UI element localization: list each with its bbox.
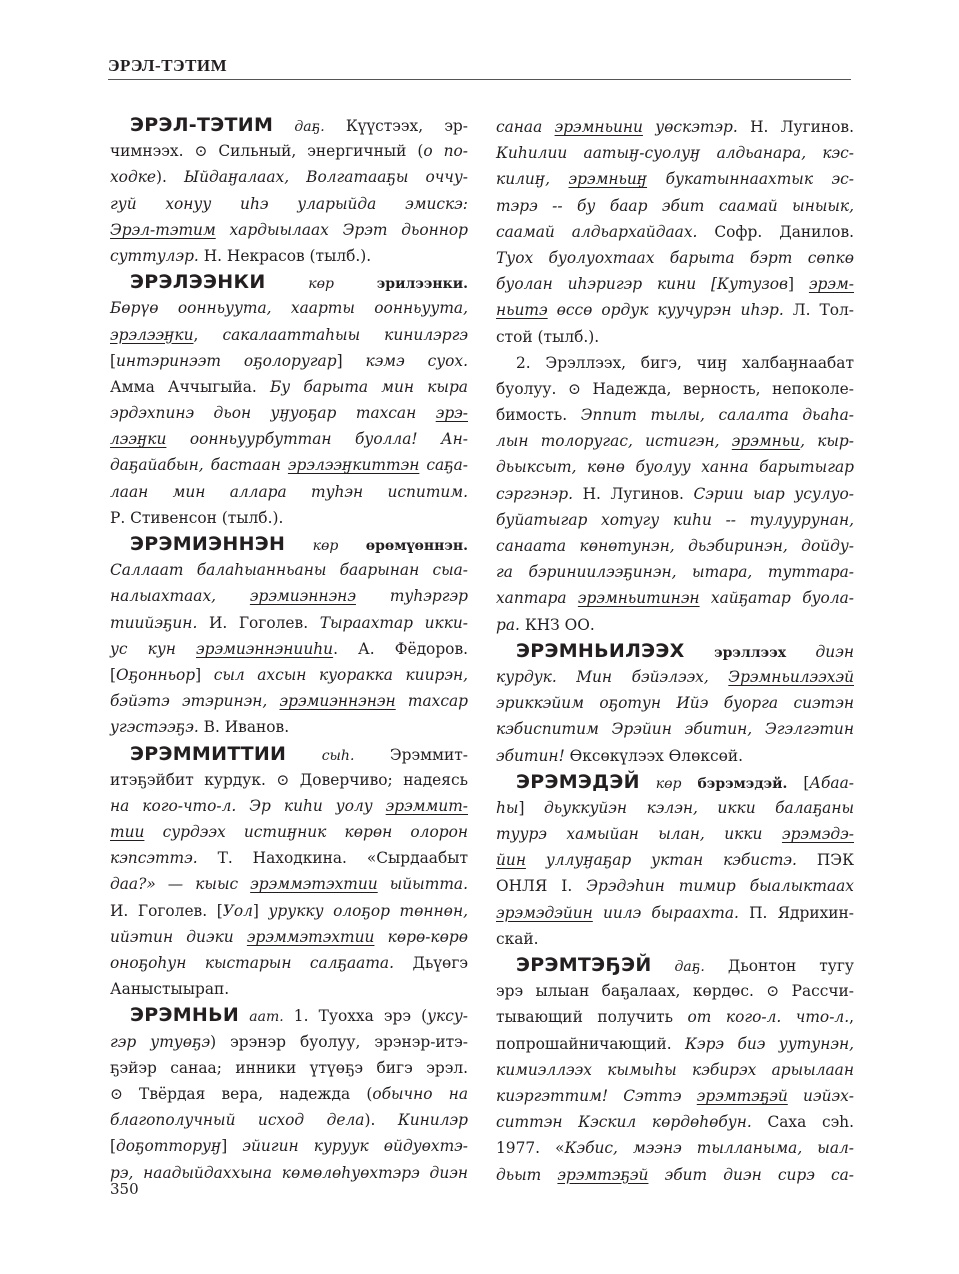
example-text: лын толоругас, истигэн,: [496, 432, 732, 451]
example-text: санаата көнөтунэн, дьэбиринэн, дойду-: [496, 537, 854, 555]
text-run: стой (тылб.).: [496, 327, 600, 346]
entry-line: [496, 297, 854, 323]
example-text: хаптара: [496, 589, 578, 608]
example-text: налыахтаах,: [110, 587, 217, 606]
entry-line: [496, 454, 854, 480]
entry-line: [496, 559, 854, 585]
example-text: сурдээх истиӈник көрөн олорон: [144, 823, 468, 842]
text-run: итэҕэйбит курдук. ⊙ Доверчиво; надеясь: [110, 770, 468, 789]
example-text: Уол: [222, 901, 253, 920]
example-text: Эрэдэhин тимир быалыктаах: [586, 877, 854, 896]
text-run: [286, 746, 321, 764]
example-text: лаан мин аллара туhэн испитим.: [110, 482, 468, 501]
example-headword-form: лээӈки: [110, 430, 167, 449]
headword: ЭРЭМТЭҔЭЙ: [516, 954, 652, 976]
text-run: . А. Фёдоров.: [333, 639, 469, 658]
page-number: 350: [110, 1180, 139, 1198]
example-text: гуй хонуу иhэ уларыйда эмискэ:: [110, 194, 468, 213]
example-text: дьыксыт, көнө буолуу ханна барытыгар: [496, 458, 854, 477]
right-column: [496, 114, 854, 1188]
text-run: КНЗ ОО.: [519, 615, 595, 634]
example-headword-form: эрэмньи: [731, 432, 801, 451]
text-run: Ааныстыырап.: [110, 980, 230, 999]
text-run: ,: [849, 1008, 854, 1027]
example-text: благополучный исход дела: [110, 1111, 365, 1130]
example-headword-form: эрэмиэннэнииhи: [196, 639, 334, 658]
entry-line-first: [496, 952, 854, 978]
example-headword-form: эрэмньини: [554, 118, 643, 136]
entry-line: [110, 898, 468, 924]
example-headword-form: эрэмиэннэнэ: [249, 587, 356, 606]
text-run: И. Гоголев. [: [110, 901, 223, 920]
entry-line: [496, 585, 854, 611]
example-text: Абаа-: [809, 773, 854, 792]
text-run: [356, 587, 390, 605]
text-run: [285, 536, 312, 554]
entry-line: [110, 191, 468, 217]
example-text: от кого-л. что-л.: [687, 1008, 850, 1027]
text-run: [786, 643, 815, 661]
entry-line: [110, 845, 468, 871]
example-text: уллуӈаҕар уктан кэбистэ.: [525, 851, 797, 870]
example-text: Кэрэ биэ уутунэн,: [685, 1034, 854, 1053]
entry-line: [110, 164, 468, 190]
example-headword-form: эрэлээӈкиттэн: [287, 456, 420, 475]
entry-line: [496, 612, 854, 638]
example-text: саамай алдьархайдаах.: [496, 222, 698, 241]
example-headword-form: эрэмньитинэн: [577, 589, 700, 608]
headword: ЭРЭМНЬИ: [130, 1004, 240, 1027]
text-run: ПЭК: [796, 851, 854, 870]
example-headword-form: эрэ-: [435, 404, 468, 423]
text-run: Н. Лугинов.: [573, 484, 694, 503]
entry-line: [496, 271, 854, 297]
entry-line: [110, 1029, 468, 1055]
text-run: ]: [788, 275, 809, 294]
example-text: буйатыгар хотугу киhи -- тулуурунан,: [496, 510, 854, 529]
headword: ЭРЭЛЭЭНКИ: [130, 271, 266, 294]
grammar-label: даҕ.: [674, 959, 705, 975]
example-headword-form: йин: [496, 851, 526, 870]
headword: ЭРЭМНЬИЛЭЭХ: [516, 639, 685, 662]
text-run: Р. Стивенсон (тылб.).: [110, 508, 284, 527]
text-run: ) эрэнэр буолуу, эрэнэр-итэ-: [210, 1032, 468, 1051]
entry-line: [110, 479, 468, 505]
entry-line-first: [110, 531, 468, 557]
example-text: туhэргэр: [389, 587, 468, 606]
example-text: кэбиспитим Эрэйин эбитин, Эгэлгэтин: [496, 720, 854, 739]
entry-line: [110, 348, 468, 374]
example-text: о по-: [423, 142, 468, 161]
cross-reference: эрэллээх: [714, 644, 787, 661]
entry-line: [110, 714, 468, 740]
example-text: курдук. Мин бэйэлээх,: [496, 667, 729, 686]
example-text: сэргэнэр.: [496, 484, 573, 503]
text-run: Күүстээх, эр-: [324, 117, 468, 135]
example-text: Кэбис, мээнэ тылланыма, ыал-: [564, 1139, 854, 1158]
entry-line: [110, 1107, 468, 1133]
entry-line: [496, 716, 854, 742]
text-run: Амма Аччыгыйа.: [110, 377, 270, 396]
example-text: Эппит тылы, салалта дьаhа-: [580, 406, 855, 425]
example-text: уксу-: [427, 1007, 468, 1026]
grammar-label: аат.: [249, 1009, 284, 1026]
example-text: га бэриниилээҕинэн, ытара, туттара-: [496, 563, 854, 582]
entry-line: [110, 662, 468, 688]
example-text: эбитин!: [496, 746, 565, 765]
example-text: бэйэтэ этэринэн,: [110, 692, 280, 711]
entry-line: [110, 976, 468, 1002]
example-text: , кыр-: [800, 432, 854, 451]
text-run: [: [110, 351, 117, 370]
example-headword-form: эрэммит-: [385, 796, 468, 815]
example-text: тэрэ -- бу баар эбит саамай ыныык,: [496, 196, 854, 215]
example-text: доҕотторуӈ: [116, 1137, 222, 1156]
example-text: эрдэхпинэ дьон уӈуоҕар тахсан: [110, 404, 436, 423]
entry-line: [110, 452, 468, 478]
entry-line: [110, 1160, 468, 1186]
entry-line: [496, 533, 854, 559]
entry-line-first: [496, 638, 854, 664]
text-run: ,: [193, 325, 223, 344]
text-run: Н. Лугинов.: [737, 118, 854, 136]
example-text: Киhилии аатыӈ-суолуӈ алдьанара, кэс-: [496, 144, 854, 163]
entry-line: [496, 1004, 854, 1030]
text-run: Дьонтон тугу: [704, 957, 854, 975]
text-run: бимость.: [496, 406, 581, 425]
entry-line: [110, 217, 468, 243]
example-headword-form: эрэмньиӈ: [568, 170, 648, 189]
entry-line: [496, 507, 854, 533]
entry-line: [496, 1135, 854, 1161]
example-text: кэпсэттэ.: [110, 849, 198, 868]
entry-line: [110, 688, 468, 714]
example-text: киэргэттим! Сэттэ: [496, 1086, 697, 1105]
text-run: И. Гоголев.: [197, 613, 320, 632]
text-run: Софр. Данилов.: [697, 222, 854, 241]
example-text: сыл ахсын куоракка киирэн,: [213, 665, 468, 684]
example-text: дьыт: [496, 1165, 558, 1184]
text-run: [682, 774, 698, 792]
text-run: [239, 1007, 249, 1025]
example-text: на кого-что-л. Эр киhи уолу: [110, 796, 386, 815]
text-run: эрэ ылыан баҕалаах, көрдөс. ⊙ Рассчи-: [496, 982, 854, 1001]
entry-line: [110, 400, 468, 426]
entry-line: [496, 140, 854, 166]
entry-line: [496, 428, 854, 454]
example-text: Кинилэр: [397, 1111, 468, 1130]
entry-line: [110, 924, 468, 950]
example-text: Тыраахтар икки-: [319, 613, 468, 632]
text-run: [: [110, 1137, 117, 1156]
example-text: Ыйдаӈалаах, Волгатааҕы оччу-: [183, 168, 468, 187]
header-rule: [108, 79, 851, 80]
entry-line: [496, 166, 854, 192]
example-text: килиӈ,: [496, 170, 569, 189]
text-run: попрошайничающий.: [496, 1034, 686, 1053]
entry-line: [110, 767, 468, 793]
example-text: буолан иhэригэр кини [: [496, 275, 718, 294]
example-text: букатыннаахтык эс-: [647, 170, 854, 189]
example-text: кимиэллээх кымыhы кэбирэх арыылаан: [496, 1060, 854, 1079]
cross-reference: эрилээнки.: [376, 276, 468, 293]
entry-line: [496, 219, 854, 245]
example-text: хардыылаах Эрэт дьоннор: [215, 220, 468, 239]
entry-line: [110, 243, 468, 269]
entry-line: [110, 138, 468, 164]
entry-line: [110, 610, 468, 636]
example-headword-form: эрэмэдэ-: [781, 825, 854, 844]
example-headword-form: эрэмтэҕэй: [696, 1086, 788, 1105]
entry-line: [110, 1133, 468, 1159]
text-run: ]: [336, 351, 366, 370]
entry-line: [496, 1083, 854, 1109]
entry-line: [110, 950, 468, 976]
example-text: угэстээҕэ.: [110, 718, 199, 737]
text-run: ҕэйэр санаа; инники үтүөҕэ бигэ эрэл.: [110, 1058, 468, 1077]
text-run: ]: [195, 665, 214, 684]
example-text: гэр утуөҕэ: [110, 1032, 211, 1051]
entry-line: [496, 664, 854, 690]
entry-line: [110, 374, 468, 400]
example-text: Кутузов: [717, 275, 789, 294]
text-run: ).: [364, 1111, 398, 1130]
example-text: рэ, наадыйдаххына көмөлөhуөхтэрэ диэн: [110, 1163, 468, 1182]
entry-line: [496, 821, 854, 847]
text-run: скай.: [496, 929, 539, 948]
entry-line: [110, 557, 468, 583]
example-text: ус кун: [110, 639, 196, 658]
grammar-label: сыh.: [321, 747, 355, 764]
example-text: Бөрүө оонньуута, хаарты оонньуута,: [110, 299, 468, 318]
example-text: көрө-көрө: [374, 927, 468, 946]
text-run: 1977. «: [496, 1139, 565, 1158]
entry-line-first: [496, 350, 854, 376]
text-run: Т. Находкина. «Сырдаабыт: [197, 849, 468, 868]
text-run: [685, 643, 714, 661]
text-run: Н. Некрасов (тылб.).: [198, 246, 372, 265]
example-text: эриккэйим оҕотун Ийэ буорга сиэтэн: [496, 694, 854, 713]
example-headword-form: ньитэ: [496, 301, 548, 320]
text-run: [273, 117, 294, 135]
entry-line: [110, 583, 468, 609]
example-text: саҕа-: [419, 456, 468, 475]
text-run: ).: [156, 168, 184, 187]
entry-line: [496, 847, 854, 873]
example-text: hы: [496, 798, 519, 817]
entry-line: [110, 819, 468, 845]
example-text: иэйэх-: [787, 1086, 854, 1105]
example-text: ра.: [496, 615, 520, 634]
example-text: уөскэтэр.: [642, 118, 738, 136]
entry-line: [496, 795, 854, 821]
text-run: ]: [221, 1137, 243, 1156]
example-text: обычно на: [372, 1084, 468, 1103]
example-text: ийэтин диэки: [110, 927, 247, 946]
example-text: интэринээт оҕолоругар: [116, 351, 337, 370]
example-text: диэн: [815, 642, 854, 661]
example-text: туурэ хамыйан ылан, икки: [496, 825, 782, 844]
left-column: [110, 112, 468, 1186]
entry-line: [496, 926, 854, 952]
text-run: Дьүөгэ: [394, 954, 469, 972]
headword: ЭРЭЛ-ТЭТИМ: [130, 114, 274, 136]
cross-reference: өрөмүөннэн.: [365, 538, 468, 554]
text-run: ]: [518, 798, 545, 817]
text-run: ОНЛЯ I.: [496, 877, 587, 896]
text-run: [640, 774, 656, 792]
entry-line: [110, 322, 468, 348]
text-run: буолуу. ⊙ Надежда, верность, непоколе-: [496, 379, 854, 398]
example-headword-form: эрэм-: [808, 275, 854, 294]
text-run: Саха сэh.: [751, 1113, 854, 1132]
example-text: тахсар: [395, 692, 468, 711]
text-run: [334, 274, 377, 292]
example-text: дьуккуйэн кэлэн, икки балаҕаны: [544, 798, 854, 817]
example-text: Сэрии ыар усулуо-: [693, 484, 855, 503]
text-run: чимнээх. ⊙ Сильный, энергичный (: [110, 142, 424, 161]
text-run: Өксөкүлээх Өлөксөй.: [564, 746, 743, 765]
entry-line-first: [496, 769, 854, 795]
text-run: [266, 274, 309, 292]
entry-line: [496, 1109, 854, 1135]
text-run: П. Ядрихин-: [738, 903, 854, 922]
text-run: Эрэммит-: [354, 745, 468, 764]
entry-line: [110, 426, 468, 452]
text-run: 2. Эрэллээх, бигэ, чиӈ халбаӈнаабат: [516, 353, 854, 372]
text-run: 1. Туохха эрэ (: [283, 1007, 428, 1026]
example-text: урукку олоҕор төннөн,: [268, 901, 468, 920]
example-headword-form: тии: [110, 823, 145, 842]
entry-line: [496, 114, 854, 140]
example-headword-form: эрэммэтэхтии: [246, 927, 375, 946]
example-text: оноҕоhун кыстарын салҕаата.: [110, 954, 394, 972]
text-run: В. Иванов.: [198, 718, 290, 737]
example-text: сакалааттаhыы кинилэргэ: [222, 325, 468, 344]
grammar-label: көр: [308, 276, 335, 293]
running-head: ЭРЭЛ-ТЭТИМ: [108, 56, 228, 75]
example-text: санаа: [496, 118, 555, 136]
entry-line-first: [110, 741, 468, 767]
example-text: кэмэ суох.: [365, 351, 468, 370]
cross-reference: бэрэмэдэй.: [697, 775, 788, 792]
example-text: оонньуурбуттан буолла! Ан-: [166, 430, 468, 449]
text-run: ]: [252, 901, 269, 920]
example-text: иилэ быраахта.: [592, 903, 739, 922]
example-headword-form: эрэммэтэхтии: [250, 875, 378, 894]
example-text: суттулэр.: [110, 246, 199, 265]
entry-line: [496, 324, 854, 350]
entry-line: [496, 690, 854, 716]
example-headword-form: эрэлээӈки: [110, 325, 194, 344]
headword: ЭРЭМИЭННЭН: [130, 533, 286, 555]
example-headword-form: эрэмэдэйин: [496, 903, 593, 922]
example-text: даҕайабын, бастаан: [110, 456, 288, 475]
text-run: [652, 957, 675, 975]
entry-line: [110, 793, 468, 819]
example-text: хайҕатар буола-: [699, 589, 854, 608]
example-text: ходке: [110, 168, 156, 187]
text-run: тывающий получить: [496, 1008, 688, 1027]
example-text: ситтэн Кэскил көрдөhөбун.: [496, 1113, 752, 1132]
text-run: [: [110, 665, 117, 684]
entry-line: [496, 245, 854, 271]
entry-line: [496, 402, 854, 428]
example-headword-form: Эрэл-тэтим: [110, 220, 216, 239]
example-text: Оҕонньор: [116, 665, 196, 684]
grammar-label: көр: [312, 538, 339, 554]
example-headword-form: эрэмтэҕэй: [557, 1165, 649, 1184]
entry-line: [496, 743, 854, 769]
headword: ЭРЭМЭДЭЙ: [516, 770, 640, 793]
example-text: ыйытта.: [377, 875, 468, 894]
entry-line: [110, 871, 468, 897]
entry-line: [496, 978, 854, 1004]
text-run: [: [787, 773, 810, 792]
text-run: Л. Тол-: [783, 301, 855, 320]
entry-line: [496, 873, 854, 899]
text-run: [338, 536, 365, 554]
example-text: Бу барыта мин кыра: [269, 377, 468, 396]
entry-line: [110, 1081, 468, 1107]
example-text: эбит диэн сирэ са-: [648, 1165, 855, 1184]
grammar-label: көр: [655, 775, 682, 792]
entry-line-first: [110, 112, 468, 138]
example-headword-form: эрэмиэннэнэн: [279, 692, 396, 711]
example-headword-form: Эрэмньилээхэй: [728, 667, 854, 686]
text-run: [216, 587, 250, 605]
entry-line-first: [110, 1002, 468, 1028]
example-text: даа?» — кыыс: [110, 875, 251, 894]
example-text: өссө ордук куучурэн иhэр.: [547, 301, 784, 320]
example-text: эйигин куруук өйдуөхтэ-: [242, 1137, 469, 1156]
text-run: ⊙ Твёрдая вера, надежда (: [110, 1084, 373, 1103]
entry-line: [496, 1162, 854, 1188]
entry-line: [496, 900, 854, 926]
entry-line-first: [110, 269, 468, 295]
entry-line: [496, 376, 854, 402]
entry-line: [110, 505, 468, 531]
grammar-label: даҕ.: [294, 119, 325, 135]
headword: ЭРЭММИТТИИ: [130, 742, 287, 765]
entry-line: [110, 636, 468, 662]
entry-line: [496, 1057, 854, 1083]
example-text: Саллаат балаhыанньаны баарынан сыа-: [110, 561, 468, 580]
entry-line: [496, 481, 854, 507]
entry-line: [110, 1055, 468, 1081]
entry-line: [496, 1031, 854, 1057]
example-text: Туох буолуохтаах барыта бэрт сөпкө: [496, 248, 854, 267]
entry-line: [496, 193, 854, 219]
entry-line: [110, 295, 468, 321]
example-text: тиийэҕин.: [110, 613, 198, 632]
